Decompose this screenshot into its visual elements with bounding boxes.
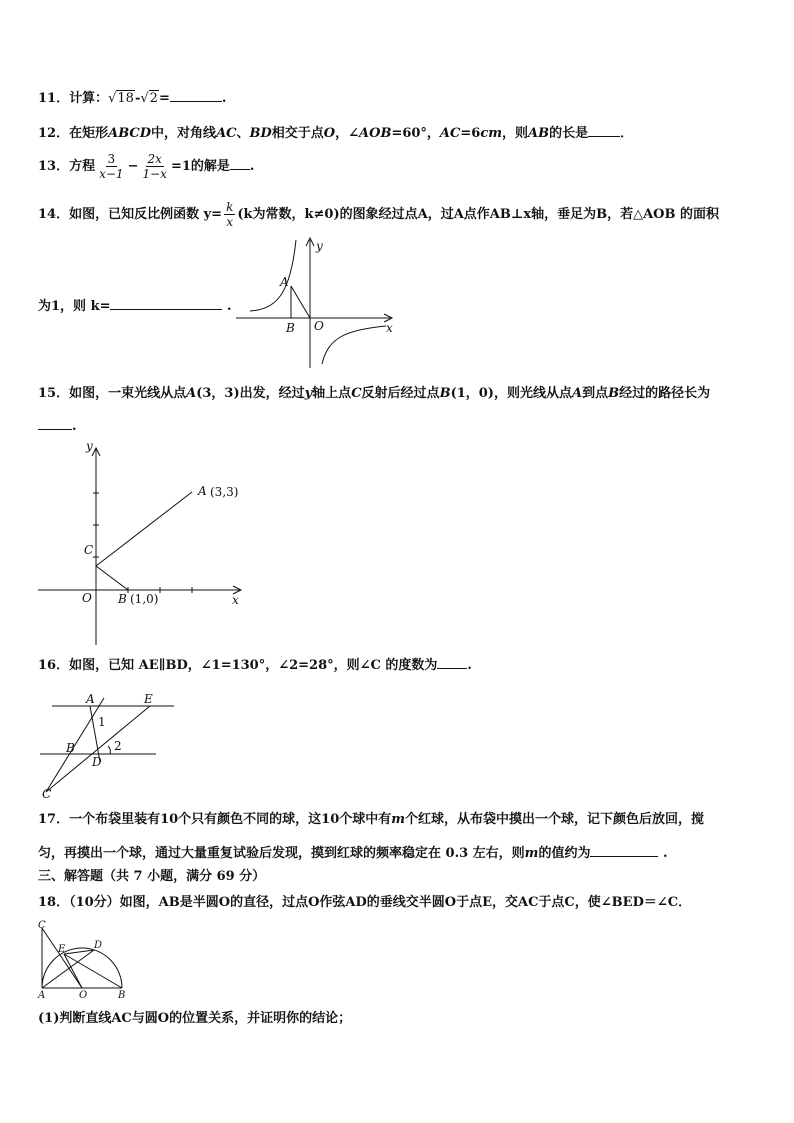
question-18: 18．（10分）如图，AB是半圆O的直径，过点O作弦AD的垂线交半圆O于点E，交AC于点C，使∠BED＝∠C． bbox=[38, 895, 692, 910]
label-a-coord: (3,3) bbox=[210, 485, 239, 499]
label-e: E bbox=[58, 944, 66, 955]
label-a: A bbox=[38, 990, 46, 1001]
question-number: 12． bbox=[38, 126, 70, 141]
section-heading: 三、解答题（共 7 小题，满分 69 分） bbox=[38, 869, 266, 884]
question-number: 14． bbox=[38, 207, 70, 222]
question-number: 18． bbox=[38, 895, 70, 910]
answer-blank[interactable] bbox=[230, 156, 250, 170]
question-14-line2: 为1，则 k= . bbox=[38, 296, 232, 316]
label-o: O bbox=[79, 990, 88, 1001]
label-d: D bbox=[94, 940, 103, 951]
fraction-k-over-x: $\frac{k}{x}$ bbox=[226, 200, 234, 229]
answer-blank[interactable] bbox=[110, 296, 222, 310]
label-b: B bbox=[118, 592, 127, 606]
label-y: y bbox=[316, 239, 323, 253]
label-b: B bbox=[286, 321, 295, 335]
figure-semicircle bbox=[36, 920, 136, 1002]
question-17-line2: 匀，再摸出一个球，通过大量重复试验后发现，摸到红球的频率稳定在 0.3 左右，则m的值约为 . bbox=[38, 843, 668, 863]
label-o: O bbox=[82, 591, 92, 605]
label-x: x bbox=[386, 321, 393, 335]
answer-blank[interactable] bbox=[38, 416, 72, 430]
figure-parallel-lines bbox=[38, 690, 178, 800]
question-14: 14．如图，已知反比例函数 y= $\frac{k}{x}$ (k为常数，k≠0)的图象经过点A，过A点作AB⊥x轴，垂足为B，若△AOB 的面积 bbox=[38, 200, 720, 229]
question-15-line2: . bbox=[38, 416, 77, 436]
answer-blank[interactable] bbox=[588, 123, 620, 137]
question-15: 15．如图，一束光线从点A(3，3)出发，经过y轴上点C反射后经过点B(1，0)，则光线从点A到点B经过的路径长为 bbox=[38, 386, 711, 401]
label-y: y bbox=[86, 439, 93, 453]
question-number: 17． bbox=[38, 812, 70, 827]
label-a: A bbox=[198, 484, 207, 498]
question-16: 16．如图，已知 AE∥BD，∠1=130°，∠2=28°，则∠C 的度数为 . bbox=[38, 655, 472, 675]
question-18-part1: (1)判断直线AC与圆O的位置关系，并证明你的结论； bbox=[38, 1011, 352, 1026]
label-d: D bbox=[92, 755, 102, 769]
label-c: C bbox=[84, 543, 94, 557]
figure-inverse-function-graph bbox=[230, 232, 400, 370]
label-x: x bbox=[232, 593, 239, 607]
answer-blank[interactable] bbox=[590, 843, 658, 857]
fraction-1: $\frac{3}{x-1}$ bbox=[99, 152, 124, 181]
question-number: 15． bbox=[38, 386, 70, 401]
answer-blank[interactable] bbox=[437, 655, 467, 669]
fraction-2: $\frac{2x}{1-x}$ bbox=[142, 152, 167, 181]
sqrt-18: √18 bbox=[108, 91, 134, 106]
label-2: 2 bbox=[114, 739, 122, 753]
figure-light-reflection bbox=[36, 440, 246, 650]
label-o: O bbox=[314, 319, 324, 333]
label-c: C bbox=[38, 920, 46, 931]
label-e: E bbox=[144, 692, 153, 706]
question-13: 13．方程 $\frac{3}{x-1}$ − $\frac{2x}{1-x}$ =1的解是 . bbox=[38, 152, 255, 181]
question-12: 12．在矩形ABCD中，对角线AC、BD相交于点O，∠AOB=60°，AC=6cm，则AB的长是 ． bbox=[38, 123, 633, 143]
label-1: 1 bbox=[98, 715, 106, 729]
label-c: C bbox=[42, 787, 52, 801]
question-number: 11． bbox=[38, 91, 70, 106]
label-b: B bbox=[66, 741, 75, 755]
label-b: B bbox=[118, 990, 126, 1001]
question-number: 13． bbox=[38, 159, 70, 174]
answer-blank[interactable] bbox=[170, 88, 222, 102]
label-a: A bbox=[280, 275, 289, 289]
question-17: 17．一个布袋里装有10个只有颜色不同的球，这10个球中有m个红球，从布袋中摸出一个球，记下颜色后放回，搅 bbox=[38, 812, 705, 827]
question-11: 11．计算：√18-√2= . bbox=[38, 88, 226, 108]
label-a: A bbox=[86, 692, 95, 706]
question-number: 16． bbox=[38, 658, 70, 673]
label-b-coord: (1,0) bbox=[130, 592, 159, 606]
sqrt-2: √2 bbox=[140, 91, 158, 106]
